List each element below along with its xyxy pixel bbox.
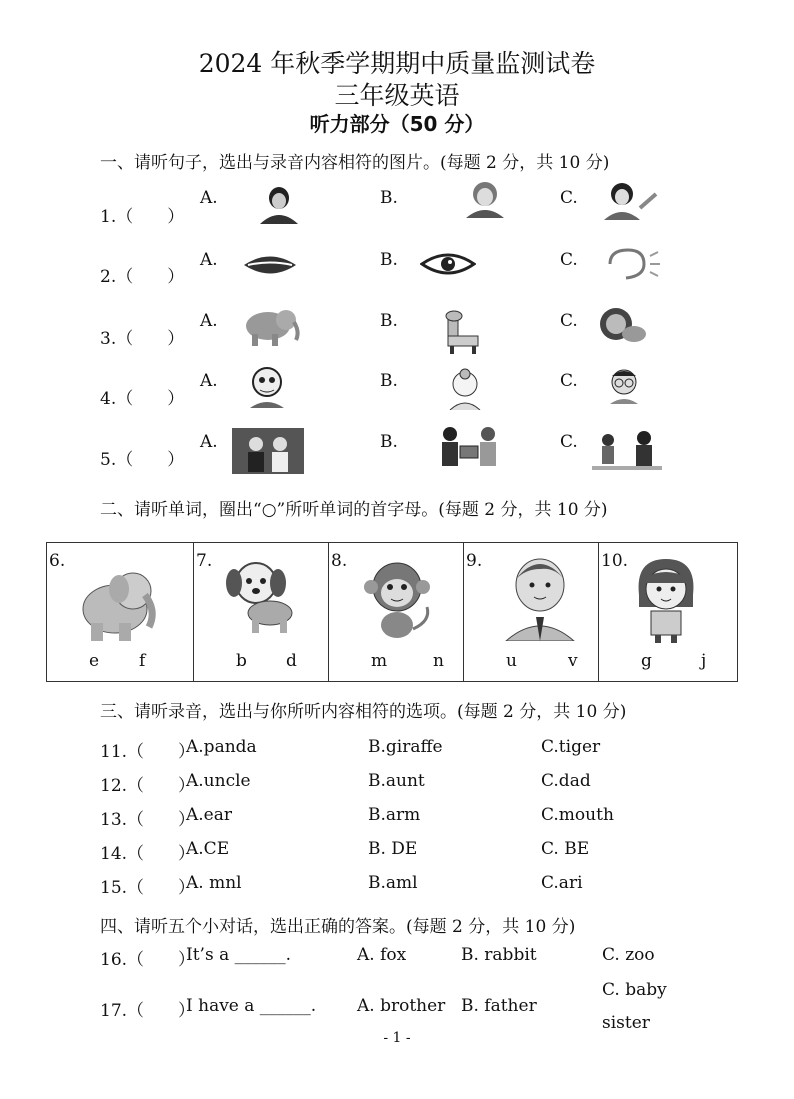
option-label-a: A. [200,188,218,208]
option-label-a: A. [200,311,218,331]
letter-cell [464,543,599,682]
option-a: A. fox [357,945,407,965]
grandpa-icon [246,364,288,408]
letter-choice-grid [46,542,738,682]
option-label-c: C. [560,311,578,331]
option-label-b: B. [380,188,398,208]
option-label-c: C. [560,188,578,208]
option-a: A.CE [186,839,230,859]
letter-option[interactable]: u [506,651,517,671]
exam-subtitle: 三年级英语 [334,81,460,110]
option-c: C.tiger [541,737,601,757]
question-number: 14.（ ） [100,844,196,864]
page-number: - 1 - [383,1030,411,1046]
cell-number: 6. [49,551,66,571]
option-label-a: A. [200,432,218,452]
option-label-b: B. [380,311,398,331]
letter-option[interactable]: m [371,651,388,671]
girl-icon [629,555,703,643]
question-number: 5.（ ） [100,450,185,470]
option-label-c: C. [560,250,578,270]
grandma-icon [448,368,482,410]
letter-option[interactable]: g [641,651,652,671]
option-a: A.uncle [186,771,251,791]
letter-option[interactable]: d [286,651,297,671]
exam-title: 2024 年秋季学期期中质量监测试卷 [198,49,596,78]
option-c: C. BE [541,839,590,859]
letter-cell [329,543,464,682]
option-label-b: B. [380,250,398,270]
boy-portrait-icon [252,184,306,224]
elephant-icon [238,306,300,346]
monkey-icon [357,559,437,641]
option-label-a: A. [200,250,218,270]
option-c: C. baby [602,980,667,1000]
section4-heading: 四、请听五个小对话，选出正确的答案。(每题 2 分，共 10 分) [100,917,576,937]
giraffe-icon [440,310,488,354]
cell-number: 9. [466,551,483,571]
question-number: 16.（ ） [100,950,196,970]
woman-portrait-icon [462,180,508,218]
lion-icon [598,306,648,348]
letter-option[interactable]: e [89,651,100,671]
question-number: 4.（ ） [100,389,185,409]
option-c: C.ari [541,873,583,893]
option-b: B. rabbit [461,945,537,965]
section3-heading: 三、请听录音，选出与你所听内容相符的选项。(每题 2 分，共 10 分) [100,702,627,722]
option-a: A. brother [357,996,446,1016]
classroom-greeting-icon [592,428,662,472]
letter-option[interactable]: n [433,651,444,671]
two-people-talking-icon [232,428,304,474]
option-c: C. zoo [602,945,655,965]
question-stem: It’s a ______. [186,945,292,965]
question-number: 1.（ ） [100,207,185,227]
option-c-continued: sister [602,1013,650,1033]
letter-cell [47,543,194,682]
mouth-icon [242,252,298,278]
option-label-b: B. [380,432,398,452]
option-c: C.dad [541,771,591,791]
option-label-c: C. [560,432,578,452]
letter-option[interactable]: f [139,651,146,671]
question-number: 12.（ ） [100,776,196,796]
elephant-icon [77,561,159,643]
option-label-b: B. [380,371,398,391]
option-a: A.panda [186,737,257,757]
girl-waving-icon [602,180,660,220]
cell-number: 10. [601,551,629,571]
boy-portrait-icon [502,555,578,641]
ear-icon [604,248,662,280]
cell-number: 7. [196,551,213,571]
question-number: 17.（ ） [100,1001,196,1021]
option-a: A. mnl [186,873,242,893]
question-number: 13.（ ） [100,810,196,830]
letter-option[interactable]: j [701,651,707,671]
option-b: B.aml [368,873,418,893]
section2-heading: 二、请听单词，圈出“○”所听单词的首字母。(每题 2 分，共 10 分) [100,500,608,520]
option-a: A.ear [186,805,233,825]
option-b: B. father [461,996,537,1016]
cell-number: 8. [331,551,348,571]
section1-heading: 一、请听句子，选出与录音内容相符的图片。(每题 2 分，共 10 分) [100,153,610,173]
option-b: B.aunt [368,771,425,791]
option-b: B.arm [368,805,421,825]
gift-giving-icon [436,424,502,474]
boy-glasses-icon [606,366,642,404]
option-b: B.giraffe [368,737,443,757]
letter-cell [599,543,738,682]
option-c: C.mouth [541,805,614,825]
question-number: 2.（ ） [100,267,185,287]
question-stem: I have a ______. [186,996,317,1016]
question-number: 11.（ ） [100,742,196,762]
question-number: 15.（ ） [100,878,196,898]
question-number: 3.（ ） [100,329,185,349]
option-label-a: A. [200,371,218,391]
letter-option[interactable]: v [568,651,578,671]
option-b: B. DE [368,839,418,859]
part-heading: 听力部分（50 分） [309,112,485,136]
letter-option[interactable]: b [236,651,247,671]
option-label-c: C. [560,371,578,391]
letter-cell [194,543,329,682]
eye-icon [420,250,476,278]
dog-icon [218,557,302,637]
